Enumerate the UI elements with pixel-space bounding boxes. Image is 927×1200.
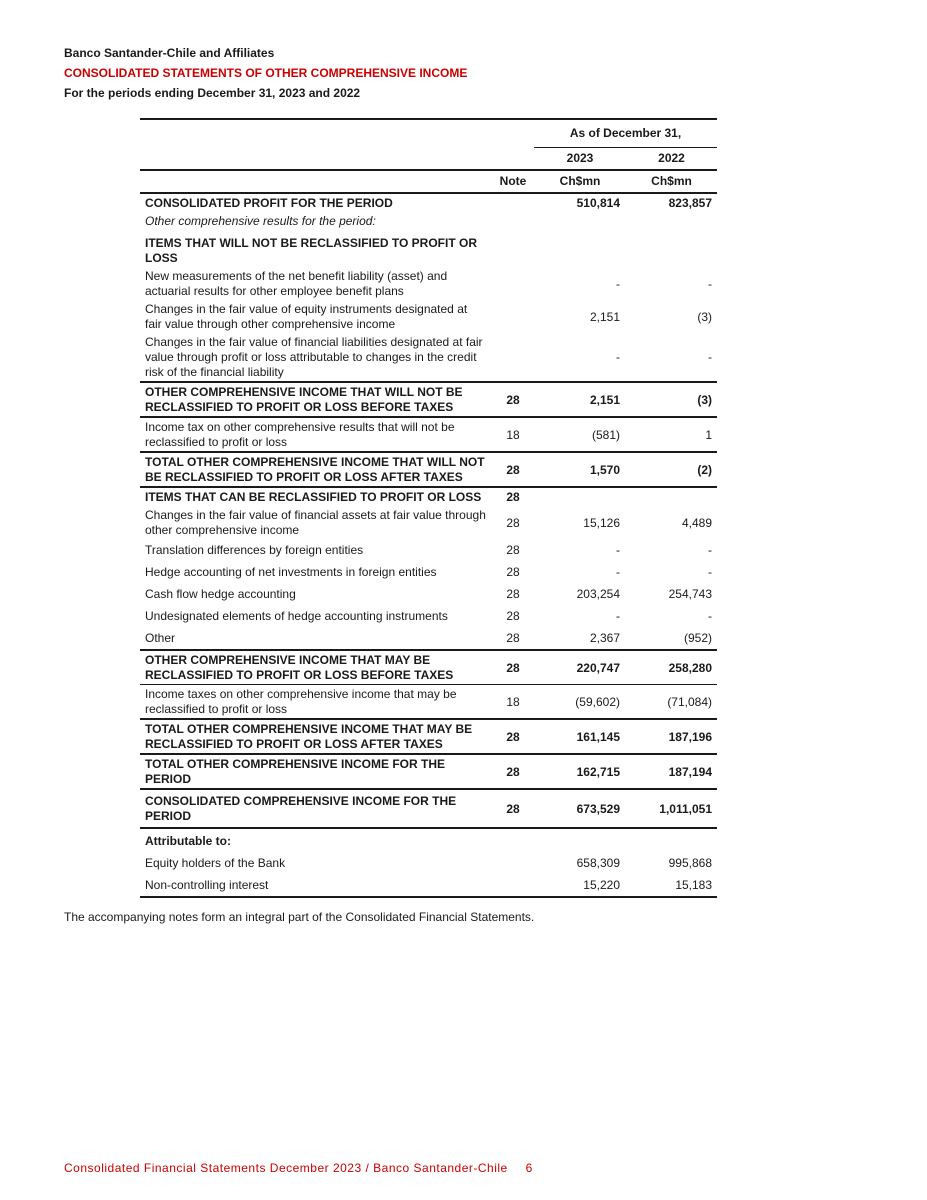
table-row bbox=[140, 539, 717, 561]
row-value-2022 bbox=[626, 828, 717, 852]
row-value-2023: 2,367 bbox=[589, 631, 620, 645]
row-value-2022: (3) bbox=[697, 309, 713, 324]
page-footer bbox=[64, 1161, 533, 1175]
row-label: TOTAL OTHER COMPREHENSIVE INCOME FOR THE PERIOD bbox=[140, 754, 492, 789]
row-value-2023 bbox=[534, 487, 626, 506]
row-value-2022: 15,183 bbox=[626, 874, 717, 897]
table-header-units bbox=[140, 170, 717, 193]
row-label: OTHER COMPREHENSIVE INCOME THAT WILL NOT BE RECLASSIFIED TO PROFIT OR LOSS BEFORE TAXES bbox=[140, 382, 492, 417]
table-row bbox=[140, 583, 717, 605]
row-value-2022 bbox=[626, 230, 717, 267]
row-note bbox=[492, 852, 534, 874]
table-row bbox=[140, 650, 717, 685]
row-note: 28 bbox=[492, 487, 534, 506]
row-note: 18 bbox=[492, 417, 534, 452]
table-row bbox=[140, 789, 717, 828]
footer-text: Consolidated Financial Statements December 2023 / Banco Santander-Chile bbox=[64, 1161, 508, 1175]
table-row bbox=[140, 506, 717, 539]
row-label: Changes in the fair value of financial assets at fair value through other comprehensive income bbox=[145, 508, 486, 537]
table-row bbox=[140, 333, 717, 382]
row-note bbox=[492, 874, 534, 897]
row-value-2022: 258,280 bbox=[626, 650, 717, 685]
row-label: Cash flow hedge accounting bbox=[145, 587, 296, 601]
row-value-2022: 995,868 bbox=[668, 856, 713, 870]
row-value-2022: 1 bbox=[626, 417, 717, 452]
row-note: 28 bbox=[506, 543, 520, 557]
row-label: Translation differences by foreign entities bbox=[145, 543, 364, 557]
statement-title: CONSOLIDATED STATEMENTS OF OTHER COMPREHENSIVE INCOME bbox=[64, 66, 468, 80]
page-number: 6 bbox=[525, 1161, 533, 1175]
row-note: 28 bbox=[492, 719, 534, 754]
row-value-2022: 823,857 bbox=[626, 193, 717, 212]
row-value-2022: 1,011,051 bbox=[626, 789, 717, 828]
row-value-2022: - bbox=[708, 350, 713, 364]
year-2023: 2023 bbox=[534, 148, 626, 171]
row-label: Income tax on other comprehensive results that will not be reclassified to profit or loss bbox=[140, 417, 492, 452]
unit-2023: Ch$mn bbox=[534, 170, 626, 193]
table-row bbox=[140, 719, 717, 754]
row-value-2022: (2) bbox=[626, 452, 717, 487]
row-value-2022 bbox=[626, 487, 717, 506]
table-row bbox=[140, 417, 717, 452]
table-row bbox=[140, 754, 717, 789]
row-value-2023: 161,145 bbox=[534, 719, 626, 754]
table-row bbox=[140, 382, 717, 417]
row-value-2023: 510,814 bbox=[534, 193, 626, 212]
row-value-2023: 658,309 bbox=[576, 856, 620, 870]
row-label: TOTAL OTHER COMPREHENSIVE INCOME THAT WILL NOT BE RECLASSIFIED TO PROFIT OR LOSS AFTER TAXES bbox=[140, 452, 492, 487]
row-label: Hedge accounting of net investments in foreign entities bbox=[145, 565, 437, 579]
table-row bbox=[140, 212, 717, 230]
document-header bbox=[64, 43, 467, 103]
row-value-2022: (71,084) bbox=[626, 685, 717, 720]
row-value-2022: - bbox=[708, 609, 713, 623]
row-value-2022: - bbox=[708, 565, 713, 579]
row-label: Changes in the fair value of financial liabilities designated at fair value through profit or loss attributable to changes in the credit risk of the financial liability bbox=[145, 335, 483, 379]
table-row bbox=[140, 874, 717, 897]
row-note bbox=[492, 230, 534, 267]
row-note: 28 bbox=[492, 789, 534, 828]
row-note: 28 bbox=[492, 452, 534, 487]
row-value-2022: 187,194 bbox=[626, 754, 717, 789]
row-label: TOTAL OTHER COMPREHENSIVE INCOME THAT MAY BE RECLASSIFIED TO PROFIT OR LOSS AFTER TAXES bbox=[140, 719, 492, 754]
row-value-2023: 15,220 bbox=[534, 874, 626, 897]
row-label: New measurements of the net benefit liability (asset) and actuarial results for other employee benefit plans bbox=[145, 269, 448, 298]
row-label: Other bbox=[145, 631, 176, 645]
row-value-2023: 162,715 bbox=[534, 754, 626, 789]
row-value-2023 bbox=[534, 212, 626, 230]
company-name: Banco Santander-Chile and Affiliates bbox=[64, 46, 275, 60]
row-value-2022 bbox=[626, 212, 717, 230]
row-label: Income taxes on other comprehensive income that may be reclassified to profit or loss bbox=[140, 685, 492, 720]
row-value-2022: 4,489 bbox=[681, 515, 713, 530]
unit-2022: Ch$mn bbox=[626, 170, 717, 193]
row-note: 28 bbox=[506, 631, 520, 645]
row-note: 28 bbox=[492, 754, 534, 789]
row-value-2022: (952) bbox=[684, 631, 713, 645]
table-row bbox=[140, 627, 717, 650]
row-value-2023: 2,151 bbox=[589, 309, 620, 324]
row-value-2023: (581) bbox=[534, 417, 626, 452]
row-note bbox=[492, 193, 534, 212]
row-note bbox=[492, 212, 534, 230]
table-row bbox=[140, 561, 717, 583]
row-value-2023: - bbox=[616, 565, 620, 579]
row-label: CONSOLIDATED PROFIT FOR THE PERIOD bbox=[140, 193, 492, 212]
row-value-2023: 1,570 bbox=[534, 452, 626, 487]
row-note bbox=[492, 267, 534, 300]
row-note: 28 bbox=[506, 565, 520, 579]
row-value-2023 bbox=[534, 828, 626, 852]
row-note: 28 bbox=[506, 515, 520, 530]
row-note bbox=[492, 300, 534, 333]
row-label: ITEMS THAT CAN BE RECLASSIFIED TO PROFIT OR LOSS bbox=[140, 487, 492, 506]
row-label: Changes in the fair value of equity instruments designated at fair value through other comprehensive income bbox=[145, 302, 468, 331]
table-row bbox=[140, 852, 717, 874]
row-label: Equity holders of the Bank bbox=[145, 856, 286, 870]
income-statement-table bbox=[140, 118, 717, 898]
row-label: Non-controlling interest bbox=[140, 874, 492, 897]
table-header-asof bbox=[140, 119, 717, 148]
table-row bbox=[140, 300, 717, 333]
row-value-2023: (59,602) bbox=[534, 685, 626, 720]
row-value-2022: 187,196 bbox=[626, 719, 717, 754]
row-value-2023: 673,529 bbox=[534, 789, 626, 828]
row-note: 28 bbox=[492, 650, 534, 685]
row-label: Undesignated elements of hedge accounting instruments bbox=[145, 609, 448, 623]
table-row bbox=[140, 487, 717, 506]
row-value-2023: 203,254 bbox=[576, 587, 620, 601]
row-note: 28 bbox=[506, 587, 520, 601]
row-note: 28 bbox=[492, 382, 534, 417]
row-note: 18 bbox=[492, 685, 534, 720]
year-2022: 2022 bbox=[626, 148, 717, 171]
table-row bbox=[140, 230, 717, 267]
as-of-label: As of December 31, bbox=[534, 119, 717, 148]
period-subtitle: For the periods ending December 31, 2023 and 2022 bbox=[64, 86, 361, 100]
table-row bbox=[140, 267, 717, 300]
row-value-2022: - bbox=[708, 276, 713, 291]
row-value-2022: (3) bbox=[626, 382, 717, 417]
row-note bbox=[492, 333, 534, 382]
row-label: OTHER COMPREHENSIVE INCOME THAT MAY BE RECLASSIFIED TO PROFIT OR LOSS BEFORE TAXES bbox=[140, 650, 492, 685]
row-value-2023: 15,126 bbox=[583, 515, 620, 530]
table-header-years bbox=[140, 148, 717, 171]
row-note: 28 bbox=[506, 609, 520, 623]
row-value-2022: 254,743 bbox=[668, 587, 713, 601]
row-value-2022: - bbox=[708, 543, 713, 557]
row-value-2023: - bbox=[616, 609, 620, 623]
row-label: CONSOLIDATED COMPREHENSIVE INCOME FOR THE PERIOD bbox=[140, 789, 492, 828]
row-label: ITEMS THAT WILL NOT BE RECLASSIFIED TO PROFIT OR LOSS bbox=[145, 236, 477, 265]
table-row bbox=[140, 605, 717, 627]
row-value-2023 bbox=[534, 230, 626, 267]
row-value-2023: 220,747 bbox=[534, 650, 626, 685]
footnote-text: The accompanying notes form an integral part of the Consolidated Financial Statements. bbox=[64, 910, 535, 924]
row-value-2023: - bbox=[616, 543, 620, 557]
row-value-2023: - bbox=[616, 276, 620, 291]
row-value-2023: 2,151 bbox=[534, 382, 626, 417]
row-label: Other comprehensive results for the period: bbox=[145, 214, 376, 228]
table-row bbox=[140, 685, 717, 720]
row-value-2023: - bbox=[616, 350, 620, 364]
row-note bbox=[492, 828, 534, 852]
table-row bbox=[140, 828, 717, 852]
table-row bbox=[140, 452, 717, 487]
note-header: Note bbox=[492, 170, 534, 193]
table-row bbox=[140, 193, 717, 212]
row-label: Attributable to: bbox=[140, 828, 492, 852]
